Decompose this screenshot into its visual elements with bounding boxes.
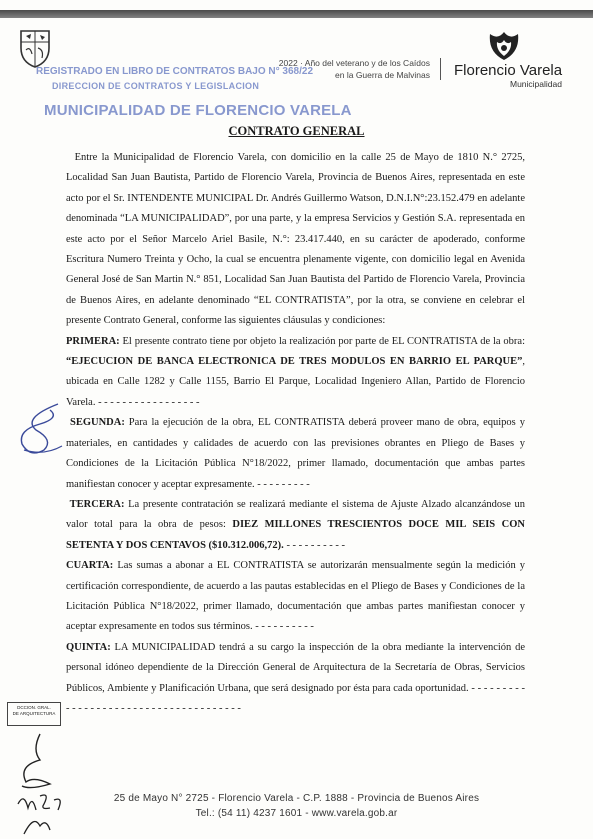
footer-contact: Tel.: (54 11) 4237 1601 - www.varela.gob.ar: [195, 808, 398, 819]
header-divider: [440, 58, 441, 80]
scan-top-border: [0, 10, 593, 18]
quinta-label: QUINTA:: [66, 641, 111, 653]
clause-quinta: [66, 638, 525, 720]
stamp-line-1: REGISTRADO EN LIBRO DE CONTRATOS BAJO N° 368/22: [36, 66, 314, 77]
year-note-line-2: en la Guerra de Malvinas: [335, 70, 430, 80]
segunda-text: Para la ejecución de la obra, EL CONTRATISTA deberá proveer mano de obra, equipos y materiales, en cantidades y calidades de acuerdo con las previsiones obrantes en Pliego de Bases y Condiciones de la Licitación Pública N°18/2022, primer llamado, documentación que ambas partes manifiestan conocer y aceptar expresamente. - - - - - - - - -: [66, 417, 525, 490]
primera-bold: “EJECUCION DE BANCA ELECTRONICA DE TRES MODULOS EN BARRIO EL PARQUE”: [66, 356, 523, 368]
year-note-line-1: 2022 · Año del veterano y de los Caídos: [278, 58, 430, 68]
footer-address: 25 de Mayo N° 2725 - Florencio Varela - C.P. 1888 - Provincia de Buenos Aires: [113, 793, 480, 804]
intro-text: Entre la Municipalidad de Florencio Varela, con domicilio en la calle 25 de Mayo de 1810 N.° 2725, Localidad San Juan Bautista, Partido de Florencio Varela, Provincia de Buenos Aires, representada en este acto por el Sr. INTENDENTE MUNICIPAL Dr. Andrés Guillermo Watson, D.N.I.N°:23.152.479 en adelante denominada “LA MUNICIPALIDAD”, por una parte, y la empresa Servicios y Gestión S.A. representada en este acto por el Señor Marcelo Ariel Basile, N.°: 23.417.440, en su carácter de apoderado, conforme Escritura Numero Treinta y Ocho, la cual se encuentra plenamente vigente, con domicilio legal en Avenida General José de San Martin N.° 851, Localidad San Juan Bautista del Partido de Florencio Varela, Provincia de Buenos Aires, en adelante denominado “EL CONTRATISTA”, por la otra, se conviene en celebrar el presente Contrato General, conforme las siguientes cláusulas y condiciones:: [66, 152, 525, 327]
segunda-label: SEGUNDA:: [69, 417, 125, 429]
tercera-text: La presente contratación se realizará mediante el sistema de Ajuste Alzado alcanzándose un valor total para la obra de pesos:: [66, 498, 525, 531]
direction-stamp-line-2: DE ARQUITECTURA: [12, 711, 56, 716]
municipal-shield-icon: [18, 28, 52, 68]
clause-cuarta: [66, 556, 525, 638]
brand-subtitle: Municipalidad: [510, 79, 562, 89]
stamp-line-3: MUNICIPALIDAD DE FLORENCIO VARELA: [44, 102, 352, 119]
intro-paragraph: [66, 148, 525, 332]
brand-name: Florencio Varela: [454, 62, 563, 79]
primera-label: PRIMERA:: [66, 335, 120, 347]
cuarta-text: Las sumas a abonar a EL CONTRATISTA se autorizarán mensualmente según la medición y certificación correspondiente, de acuerdo a las pautas establecidas en el Pliego de Bases y Condiciones de la Licitación Pública N°18/2022, primer llamado, documentación que ambas partes manifiestan conocer y aceptar expresamente en todos sus términos. - - - - - - - - - -: [66, 560, 525, 633]
stamp-line-2: DIRECCION DE CONTRATOS Y LEGISLACION: [52, 81, 260, 91]
primera-text-b: , ubicada en Calle 1282 y Calle 1155, Barrio El Parque, Localidad Ingeniero Allan, Partido de Florencio Varela. - - - - - - - - - - - - - - - - -: [66, 356, 525, 408]
clause-tercera: [66, 495, 525, 556]
direction-stamp: [7, 702, 61, 726]
primera-text-a: El presente contrato tiene por objeto la realización por parte de EL CONTRATISTA de la obra:: [119, 335, 525, 347]
tercera-tail: - - - - - - - - - -: [283, 539, 346, 551]
margin-signature-2: [10, 730, 70, 838]
year-note: [230, 57, 430, 81]
clause-segunda: [66, 413, 525, 495]
florencio-varela-logo-icon: [484, 30, 524, 62]
margin-signature-1: [14, 400, 66, 460]
contract-body: [66, 148, 525, 719]
quinta-text: LA MUNICIPALIDAD tendrá a su cargo la inspección de la obra mediante la intervención de personal idóneo dependiente de la Dirección General de Arquitectura de la Secretaría de Obras, Servicios Públicos, Ambiente y Planificación Urbana, que será designado por ésta para cada oportunidad. - - - - - - - - - - - - - - - - - - - - - - - - - - - - - - - - - - - - - -: [66, 641, 525, 714]
cuarta-label: CUARTA:: [66, 560, 114, 572]
direction-stamp-line-1: DCCION. GRAL.: [17, 705, 51, 710]
tercera-label: TERCERA:: [69, 498, 125, 510]
tercera-bold: DIEZ MILLONES TRESCIENTOS DOCE MIL SEIS CON SETENTA Y DOS CENTAVOS ($10.312.006,72).: [66, 519, 525, 551]
contract-title: CONTRATO GENERAL: [228, 124, 365, 138]
clause-primera: [66, 332, 525, 414]
